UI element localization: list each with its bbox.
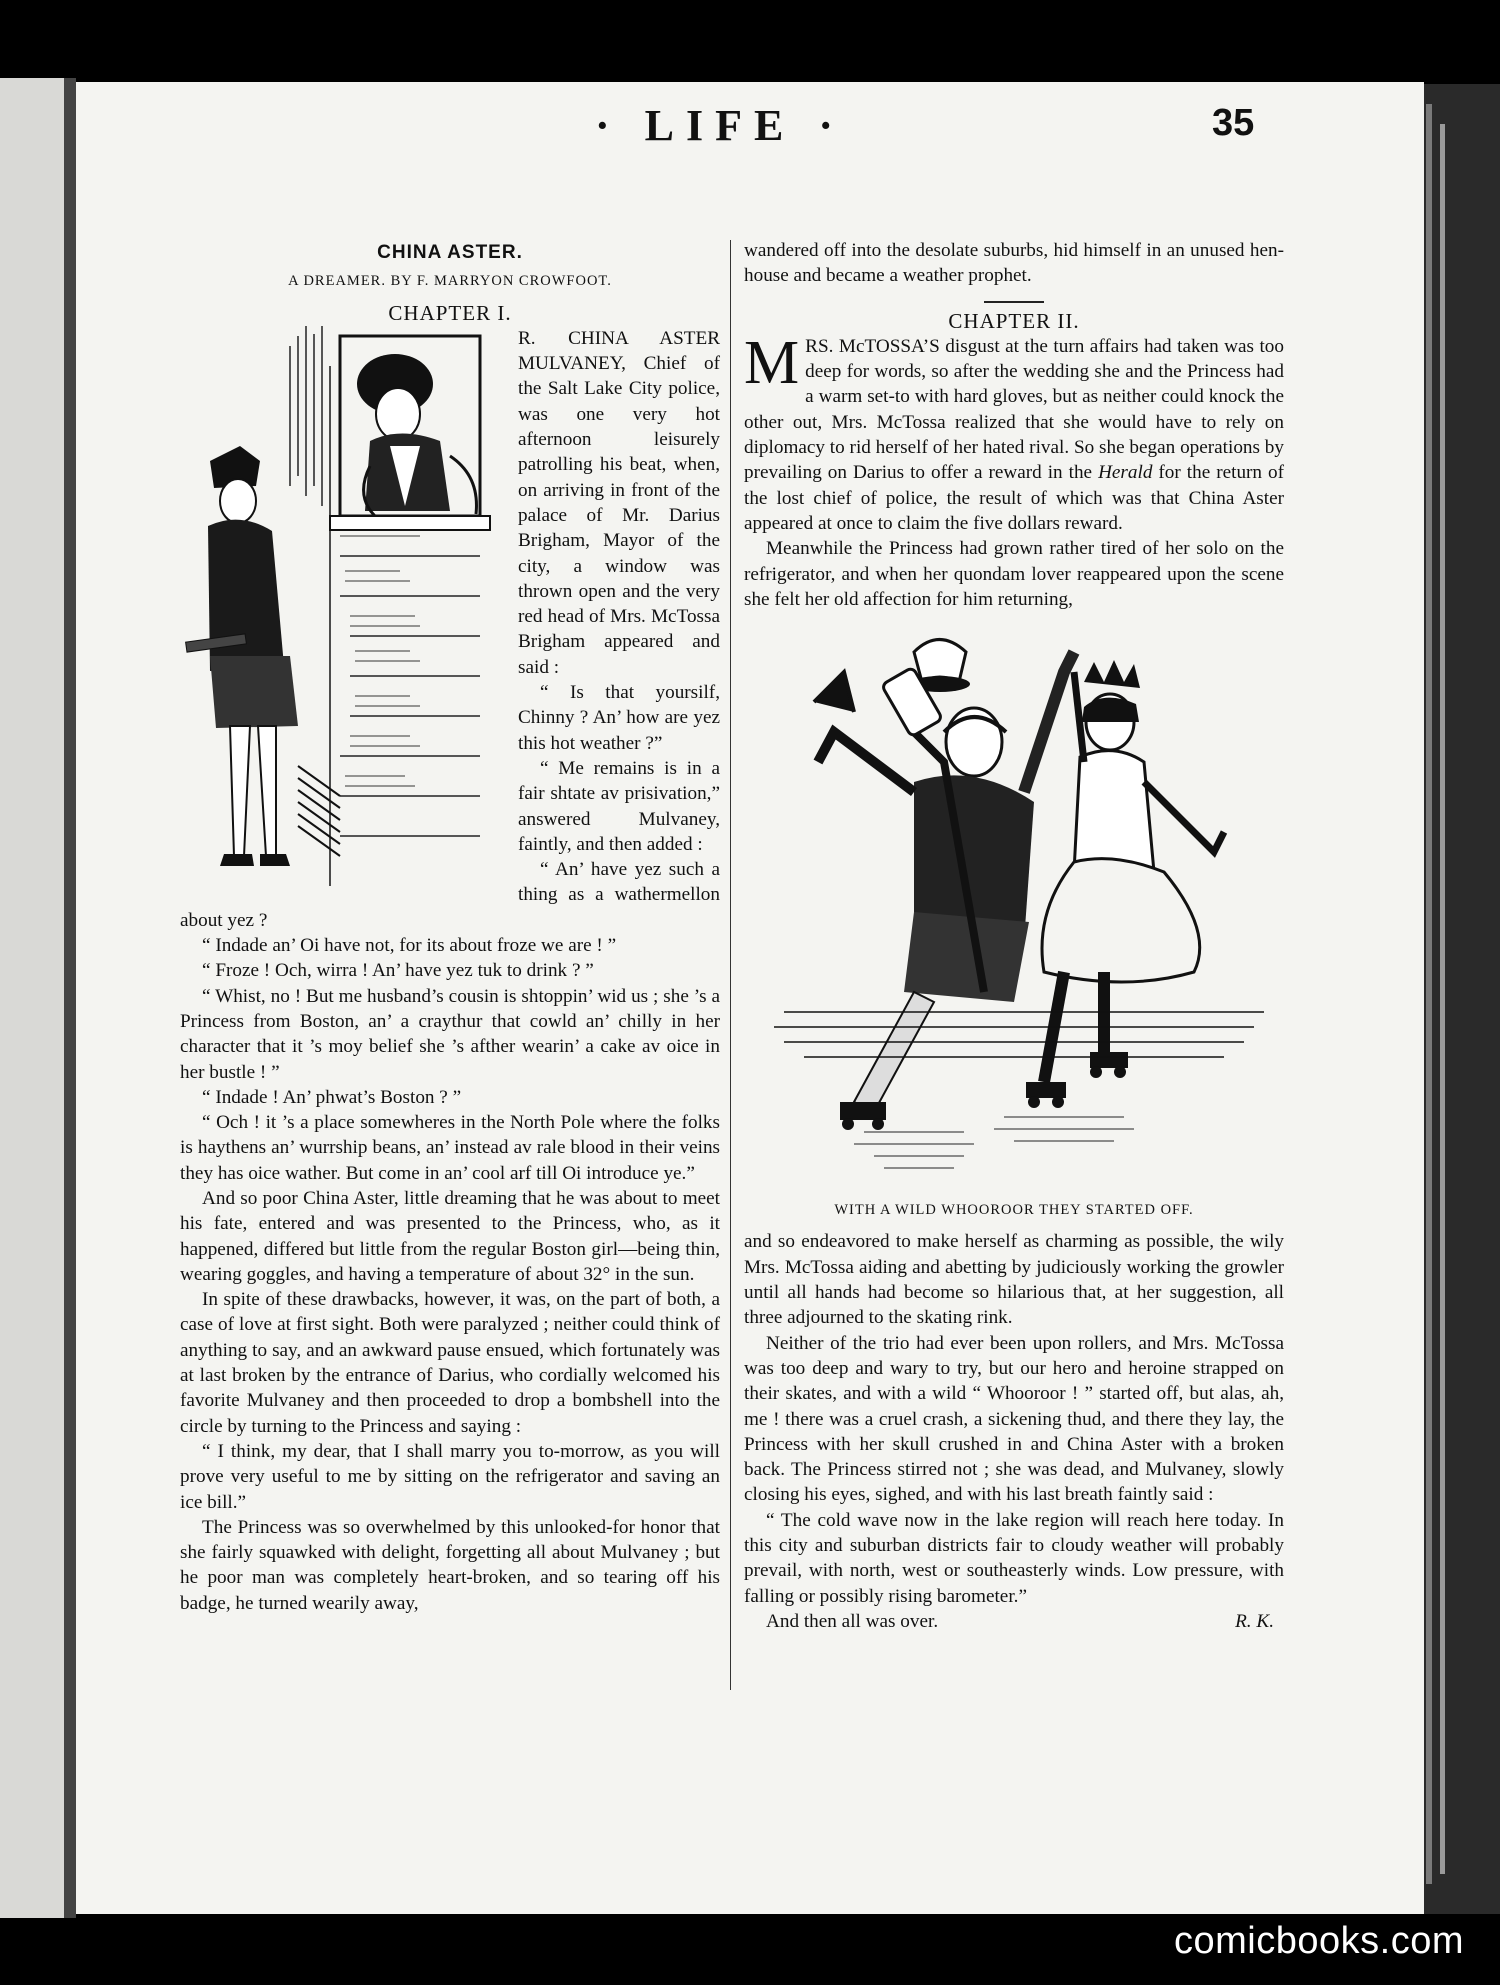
paragraph: “ Me remains is in a fair shtate av prisivation,” answered Mulvaney, faintly, and then added :	[518, 757, 720, 855]
facing-page-edge	[0, 78, 72, 1918]
paragraph: “ Is that yoursilf, Chinny ? An’ how are yez this hot weather ?”	[518, 682, 720, 754]
paragraph: “ An’ have yez such a thing as a wathermellon about yez ?	[180, 859, 720, 931]
right-column	[744, 238, 1284, 1634]
policeman-window-illustration	[180, 326, 510, 888]
skating-couple-illustration	[744, 612, 1284, 1192]
drop-cap: M	[744, 328, 800, 397]
story-byline: A DREAMER. BY F. MARRYON CROWFOOT.	[288, 273, 612, 290]
scan-border-top	[0, 0, 1500, 78]
story-title: CHINA ASTER.	[377, 242, 523, 263]
column-divider	[730, 240, 731, 1690]
paragraph: In spite of these drawbacks, however, it was, on the part of both, a case of love at first sight. Both were paralyzed ; neither could think of anything to say, and an awkward pause ensued, which fortunately was at last broken by the entrance of Darius, who cordially welcomed his favorite Mulvaney and then proceeded to drop a bombshell into the circle by turning to the Princess and saying :	[180, 1289, 720, 1437]
paragraph: Meanwhile the Princess had grown rather tired of her solo on the refrigerator, and when her quondam lover reappeared upon the scene she felt her old affection for him returning,	[744, 538, 1284, 610]
paragraph: The Princess was so overwhelmed by this unlooked-for honor that she fairly squawked with delight, forgetting all about Mulvaney ; but he poor man was completely heart-broken, and so tearing off his badge, he turned wearily away,	[180, 1516, 720, 1614]
herald-newspaper-name: Herald	[1098, 462, 1153, 484]
chapter-one-heading: CHAPTER I.	[388, 300, 512, 325]
left-column	[180, 238, 720, 1616]
paragraph: “ The cold wave now in the lake region will reach here today. In this city and suburban districts fair to cloudy weather will probably prevail, with north, west or southeasterly winds. Low pressure, with falling or possibly rising barometer.”	[744, 1509, 1284, 1607]
paragraph: “ Froze ! Och, wirra ! An’ have yez tuk to drink ? ”	[202, 960, 594, 982]
source-watermark: comicbooks.com	[1174, 1920, 1464, 1962]
continued-paragraph: wandered off into the desolate suburbs, hid himself in an unused hen-house and became a weather prophet.	[744, 240, 1284, 287]
illustration-caption: WITH A WILD WHOOROOR THEY STARTED OFF.	[834, 1202, 1194, 1219]
paragraph: “ I think, my dear, that I shall marry you to-morrow, as you will prove very useful to me by sitting on the refrigerator and saving an ice bill.”	[180, 1440, 720, 1513]
chapter-rule	[984, 301, 1044, 303]
page-number: 35	[1212, 102, 1255, 144]
chapter-one-opening: R. CHINA ASTER MULVANEY, Chief of the Salt Lake City police, was one very hot afternoon leisurely patrolling his beat, when, on arriving in front of the palace of Mr. Darius Brigham, Mayor of the city, a window was thrown open and the very red head of Mrs. McTossa Brigham appeared and said :	[518, 327, 720, 678]
paragraph: “ Och ! it ’s a place somewheres in the North Pole where the folks is haythens an’ wurrship beans, an’ instead av rale blood in their veins they has oice wather. But come in an’ cool arf till Oi introduce ye.”	[180, 1112, 720, 1184]
paragraph: Neither of the trio had ever been upon rollers, and Mrs. McTossa was too deep and wary to try, but our hero and heroine strapped on their skates, and with a wild “ Whooroor ! ” started off, but alas, ah, me ! there was a cruel crash, a sickening thud, and there they lay, the Princess with her skull crushed in and China Aster with a broken back. The Princess stirred not ; she was dead, and Mulvaney, slowly closing his eyes, sighed, and with his last breath faintly said :	[744, 1332, 1284, 1506]
page-stack-edges	[1418, 84, 1500, 1914]
paragraph: And so poor China Aster, little dreaming that he was about to meet his fate, entered and was presented to the Princess, who, as it happened, differed but little from the regular Boston girl—being thin, wearing goggles, and having a temperature of about 32° in the sun.	[180, 1187, 720, 1285]
paragraph: “ Indade an’ Oi have not, for its about froze we are ! ”	[202, 935, 617, 957]
paragraph: and so endeavored to make herself as charming as possible, the wily Mrs. McTossa aiding and abetting by judiciously working the growler until all hands had become so hilarious that, at her suggestion, all three adjourned to the skating rink.	[744, 1231, 1284, 1329]
chapter-two-heading: CHAPTER II.	[948, 308, 1080, 333]
magazine-title: · LIFE ·	[594, 101, 846, 150]
author-signature: R. K.	[1235, 1610, 1274, 1632]
book-gutter	[64, 78, 76, 1918]
paragraph: “ Indade ! An’ phwat’s Boston ? ”	[202, 1086, 462, 1108]
closing-line: And then all was over. R. K.	[744, 1609, 1284, 1634]
paragraph: “ Whist, no ! But me husband’s cousin is shtoppin’ wid us ; she ’s a Princess from Boston, an’ a craythur that cowld an’ chilly in her character that it ’s moy belief she ’s afther wearin’ a cake av oice in her bustle ! ”	[180, 985, 720, 1083]
chapter-two-opening: MRS. McTOSSA’S disgust at the turn affairs had taken was too deep for words, so after the wedding she and the Princess had a warm set-to with hard gloves, but as neither could knock the other out, Mrs. McTossa realized that she would have to rely on diplomacy to rid herself of her hated rival. So she began operations by prevailing on Darius to offer a reward in the Herald for the return of the lost chief of police, the result of which was that China Aster appeared at once to claim the five dollars reward.	[744, 328, 1285, 534]
